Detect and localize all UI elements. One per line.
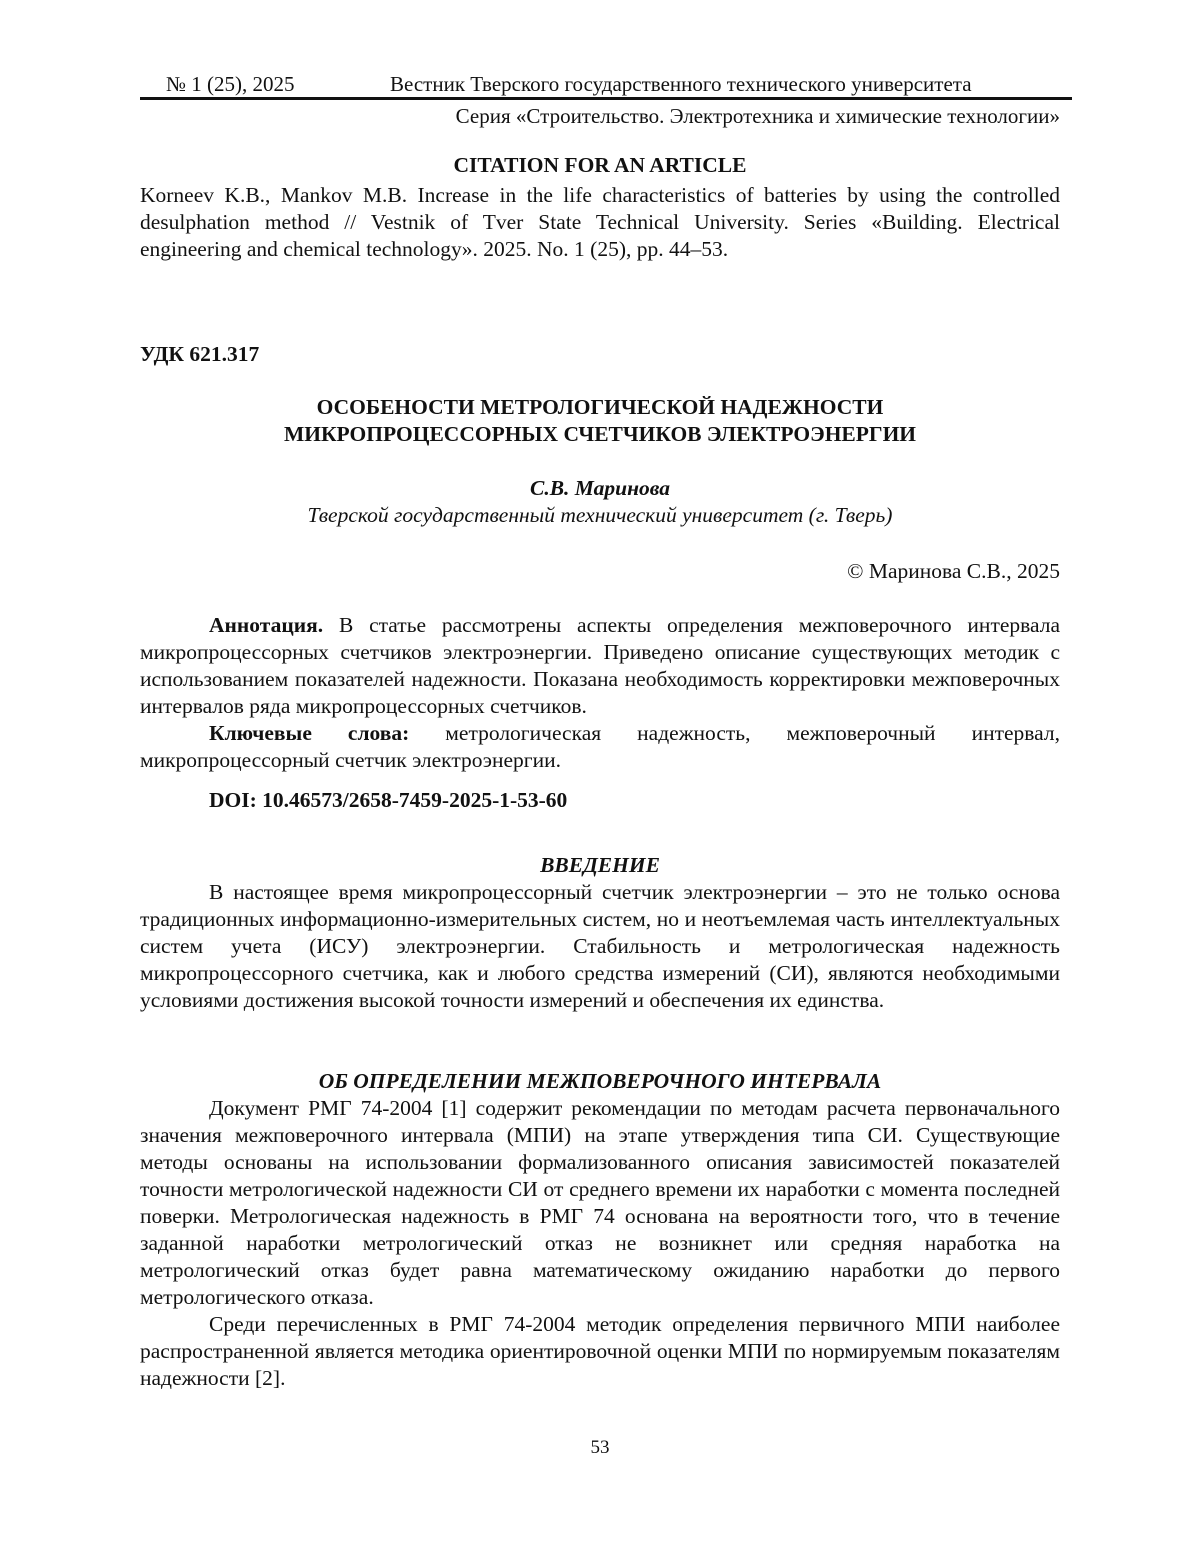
paragraph: Среди перечисленных в РМГ 74-2004 методик определения первичного МПИ наиболее распространенной является методика ориентировочной оценки МПИ по нормируемым показателям надежности [2]. (140, 1312, 1060, 1390)
page-number: 53 (590, 1437, 610, 1458)
header-rule (140, 97, 1072, 100)
keywords (140, 720, 1060, 774)
doi-link[interactable]: DOI: 10.46573/2658-7459-2025-1-53-60 (209, 788, 568, 812)
section-heading-interval: ОБ ОПРЕДЕЛЕНИИ МЕЖПОВЕРОЧНОГО ИНТЕРВАЛА (318, 1069, 882, 1093)
section-heading-introduction: ВВЕДЕНИЕ (540, 853, 660, 877)
paragraph: Документ РМГ 74-2004 [1] содержит рекомендации по методам расчета первоначального значения межповерочного интервала (МПИ) на этапе утверждения типа СИ. Существующие методы основаны на использовании формализованного описания зависимостей показателей точности метрологической надежности СИ от среднего времени их наработки с момента последней поверки. Метрологическая надежность в РМГ 74 основана на вероятности того, что в течение заданной наработки метрологический отказ не возникнет или средняя наработка на метрологический отказ будет равна математическому ожиданию наработки до первого метрологического отказа. (140, 1096, 1060, 1309)
journal-name: Вестник Тверского государственного технического университета (390, 72, 972, 96)
udk-code: УДК 621.317 (140, 342, 260, 366)
abstract-label: Аннотация. (209, 613, 324, 637)
journal-series: Серия «Строительство. Электротехника и химические технологии» (455, 104, 1060, 128)
keywords-text: метрологическая надежность, межповерочный интервал, микропроцессорный счетчик электроэнергии. (140, 721, 1060, 772)
author-name: С.В. Маринова (530, 476, 670, 500)
abstract (140, 612, 1060, 720)
citation-text: Korneev K.B., Mankov M.B. Increase in the life characteristics of batteries by using the controlled desulphation method // Vestnik of Tver State Technical University. Series «Building. Electrical engineering and chemical technology». 2025. No. 1 (25), pp. 44–53. (140, 183, 1060, 261)
issue-number: № 1 (25), 2025 (166, 72, 295, 96)
abstract-text: В статье рассмотрены аспекты определения межповерочного интервала микропроцессорных счетчиков электроэнергии. Приведено описание существующих методик с использованием показателей надежности. Показана необходимость корректировки межповерочных интервалов ряда микропроцессорных счетчиков. (140, 613, 1060, 718)
copyright-notice: © Маринова С.В., 2025 (847, 559, 1060, 583)
paragraph: В настоящее время микропроцессорный счетчик электроэнергии – это не только основа традиционных информационно-измерительных систем, но и неотъемлемая часть интеллектуальных систем учета (ИСУ) электроэнергии. Стабильность и метрологическая надежность микропроцессорного счетчика, как и любого средства измерений (СИ), являются необходимыми условиями достижения высокой точности измерений и обеспечения их единства. (140, 880, 1060, 1012)
article-title-line-1: ОСОБЕНОСТИ МЕТРОЛОГИЧЕСКОЙ НАДЕЖНОСТИ (316, 395, 884, 419)
article-title-line-2: МИКРОПРОЦЕССОРНЫХ СЧЕТЧИКОВ ЭЛЕКТРОЭНЕРГИИ (283, 422, 917, 446)
author-affiliation: Тверской государственный технический университет (г. Тверь) (307, 503, 893, 527)
article-title (140, 394, 1060, 448)
keywords-label: Ключевые слова: (209, 721, 410, 745)
citation-heading: CITATION FOR AN ARTICLE (453, 153, 747, 177)
